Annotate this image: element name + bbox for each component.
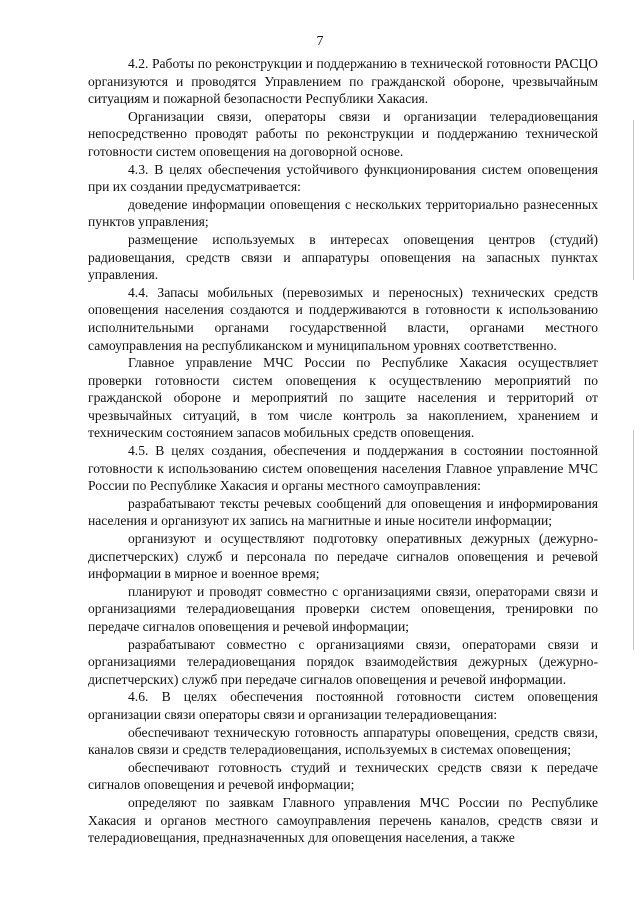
list-item-technical-readiness: обеспечивают техническую готовность аппаратуры оповещения, средств связи, каналов связи и средств телерадиовещания, используемых в системах оповещения;: [88, 724, 598, 758]
paragraph-communication-orgs: Организации связи, операторы связи и организации телерадиовещания непосредственно проводят работы по реконструкции и поддержанию технической готовности систем оповещения на договорной основе.: [88, 108, 598, 159]
paragraph-4-5: 4.5. В целях создания, обеспечения и поддержания в состоянии постоянной готовности к использованию систем оповещения населения Главное управление МЧС России по Республике Хакасия и органы местного самоуправления:: [88, 443, 598, 494]
paragraph-4-4: 4.4. Запасы мобильных (перевозимых и переносных) технических средств оповещения населения создаются и поддерживаются в готовности к использованию исполнительными органами государственной власти, органами местного самоуправления на республиканском и муниципальном уровнях соответственно.: [88, 284, 598, 353]
list-item-training: организуют и осуществляют подготовку оперативных дежурных (дежурно-диспетчерских) служб и персонала по передаче сигналов оповещения и речевой информации в мирное и военное время;: [88, 531, 598, 582]
list-item-develop-texts: разрабатывают тексты речевых сообщений для оповещения и информирования населения и организуют их запись на магнитные и иные носители информации;: [88, 495, 598, 529]
list-item-delivery: доведение информации оповещения с нескольких территориально разнесенных пунктов управления;: [88, 196, 598, 230]
paragraph-4-6: 4.6. В целях обеспечения постоянной готовности систем оповещения организации связи операторы связи и организации телерадиовещания:: [88, 689, 598, 722]
page-number: 7: [316, 34, 324, 49]
paragraph-4-3: 4.3. В целях обеспечения устойчивого функционирования систем оповещения при их создании предусматривается:: [88, 161, 598, 195]
paragraph-main-directorate: Главное управление МЧС России по Республике Хакасия осуществляет проверки готовности систем оповещения к осуществлению мероприятий по гражданской обороне и мероприятий по защите населения и территорий от чрезвычайных ситуаций, в том числе контроль за накоплением, хранением и техническим состоянием запасов мобильных средств оповещения.: [88, 355, 598, 441]
scan-edge-mark: [633, 430, 634, 650]
list-item-interaction: разрабатывают совместно с организациями связи, операторами связи и организациями телерадиовещания порядок взаимодействия дежурных (дежурно-диспетчерских) служб при передаче сигналов оповещения и речевой информации.: [88, 636, 598, 687]
list-item-placement: размещение используемых в интересах оповещения центров (студий) радиовещания, средств связи и аппаратуры оповещения на запасных пунктах управления.: [88, 231, 598, 283]
list-item-planning: планируют и проводят совместно с организациями связи, операторами связи и организациями телерадиовещания проверки систем оповещения, тренировки по передаче сигналов оповещения и речевой информации;: [88, 583, 598, 634]
list-item-studio-readiness: обеспечивают готовность студий и технических средств связи к передаче сигналов оповещения и речевой информации;: [88, 759, 598, 793]
paragraph-4-2: 4.2. Работы по реконструкции и поддержанию в технической готовности РАСЦО организуются и проводятся Управлением по гражданской обороне, чрезвычайным ситуациям и пожарной безопасности Республики Хакасия.: [88, 56, 598, 107]
document-body: [88, 55, 598, 847]
list-item-channels: определяют по заявкам Главного управления МЧС России по Республике Хакасия и органов местного самоуправления перечень каналов, средств связи и телерадиовещания, предназначенных для оповещения населения, а также: [88, 794, 598, 846]
scan-edge-mark: [633, 120, 634, 280]
